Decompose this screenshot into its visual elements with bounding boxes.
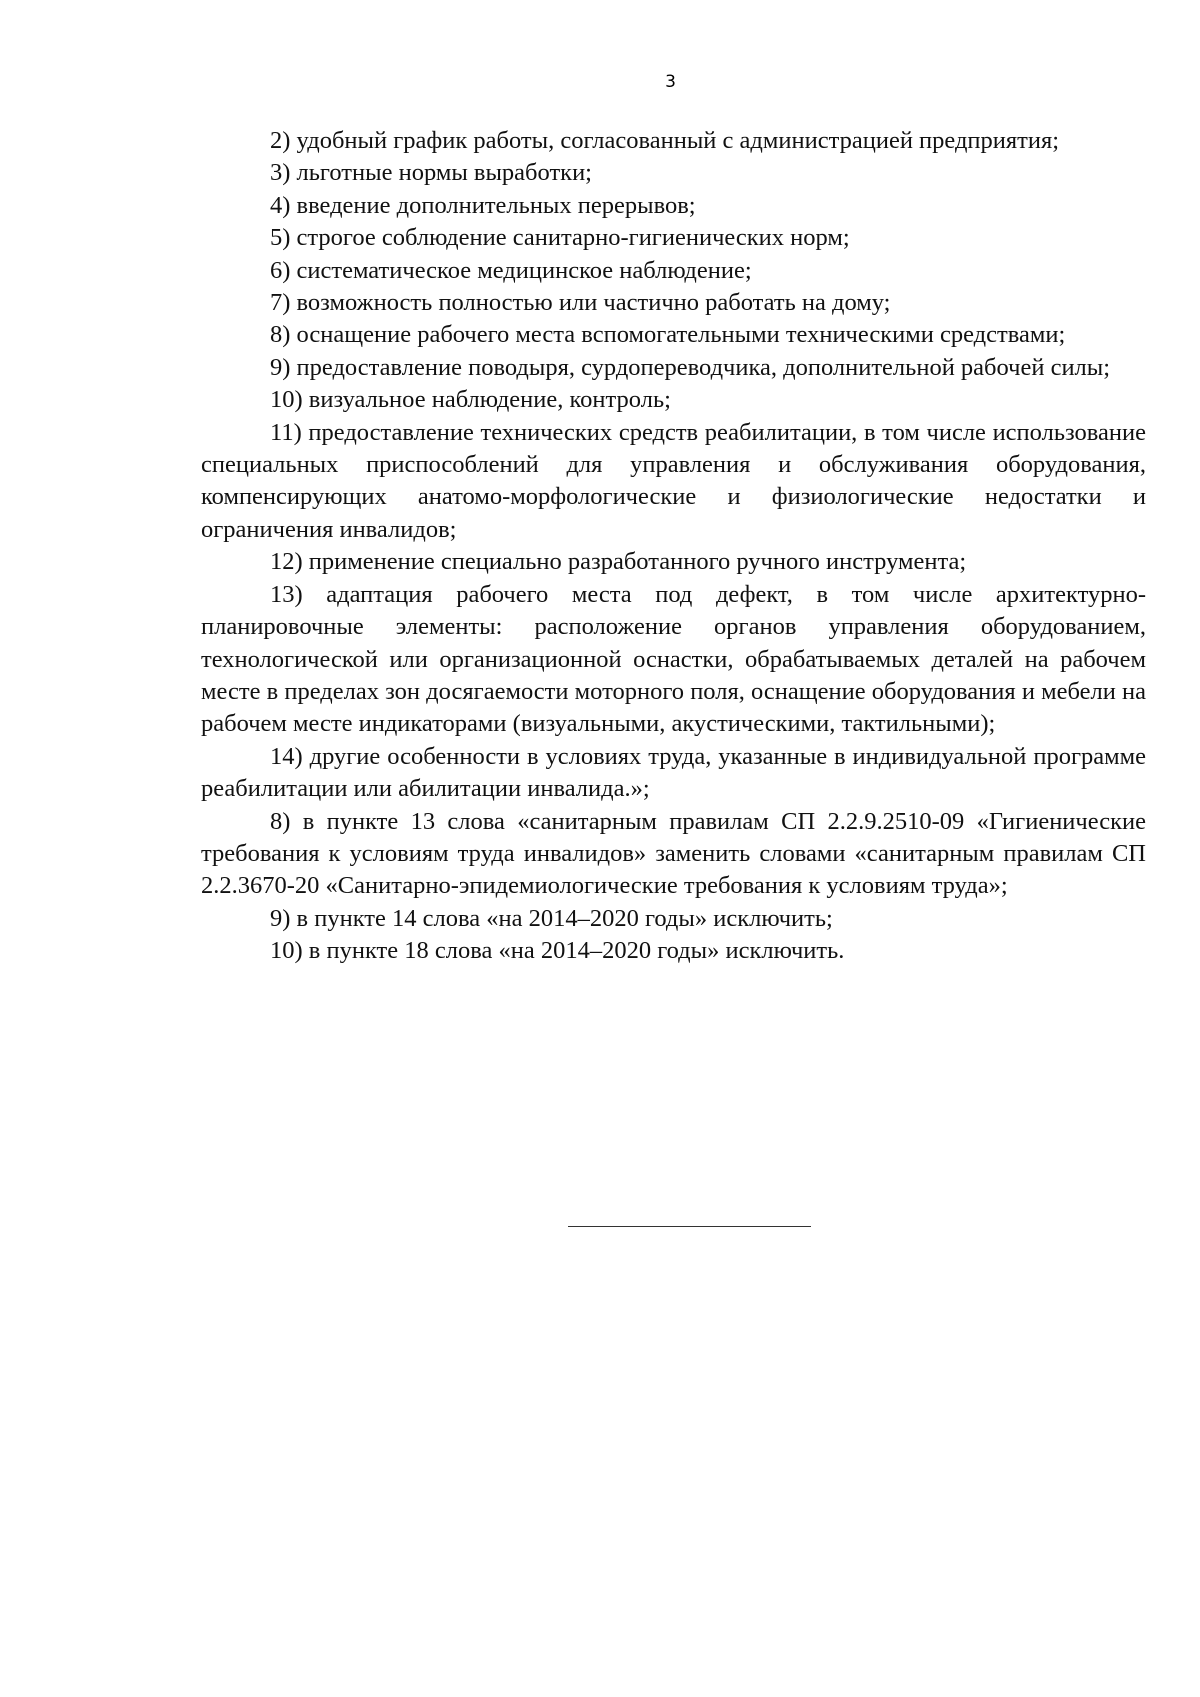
list-item-8: 8) оснащение рабочего места вспомогательными техническими средствами; <box>270 321 1066 349</box>
list-item-11: 11) предоставление технических средств реабилитации, в том числе использование специальных приспособлений для управления и обслуживания оборудования, компенсирующих анатомо-морфологические и физиологические недостатки и ограничения инвалидов; <box>201 418 1146 543</box>
list-item-13: 13) адаптация рабочего места под дефект, в том числе архитектурно-планировочные элементы: расположение органов управления оборудованием, технологической или организационной оснастки, обрабатываемых деталей на рабочем месте в пределах зон досягаемости моторного поля, оснащение оборудования и мебели на рабочем месте индикаторами (визуальными, акустическими, тактильными); <box>201 580 1146 738</box>
amendment-item-10: 10) в пункте 18 слова «на 2014–2020 годы» исключить. <box>270 937 845 965</box>
list-item-4: 4) введение дополнительных перерывов; <box>270 191 696 219</box>
list-item-12: 12) применение специально разработанного ручного инструмента; <box>270 548 967 576</box>
end-separator-line <box>568 1226 811 1227</box>
list-item-14: 14) другие особенности в условиях труда, указанные в индивидуальной программе реабилитации или абилитации инвалида.»; <box>201 742 1146 803</box>
document-body <box>201 125 1146 968</box>
list-item-2: 2) удобный график работы, согласованный с администрацией предприятия; <box>270 127 1060 154</box>
amendment-item-8: 8) в пункте 13 слова «санитарным правилам СП 2.2.9.2510-09 «Гигиенические требования к условиям труда инвалидов» заменить словами «санитарным правилам СП 2.2.3670-20 «Санитарно-эпидемиологические требования к условиям труда»; <box>201 807 1146 900</box>
list-item-3: 3) льготные нормы выработки; <box>270 159 592 187</box>
list-item-6: 6) систематическое медицинское наблюдение; <box>270 256 752 284</box>
list-item-7: 7) возможность полностью или частично работать на дому; <box>270 289 891 317</box>
page-number: 3 <box>665 72 676 92</box>
list-item-9: 9) предоставление поводыря, сурдопереводчика, дополнительной рабочей силы; <box>270 353 1111 381</box>
list-item-10: 10) визуальное наблюдение, контроль; <box>270 386 671 414</box>
amendment-item-9: 9) в пункте 14 слова «на 2014–2020 годы» исключить; <box>270 904 833 932</box>
list-item-5: 5) строгое соблюдение санитарно-гигиенических норм; <box>270 224 850 252</box>
